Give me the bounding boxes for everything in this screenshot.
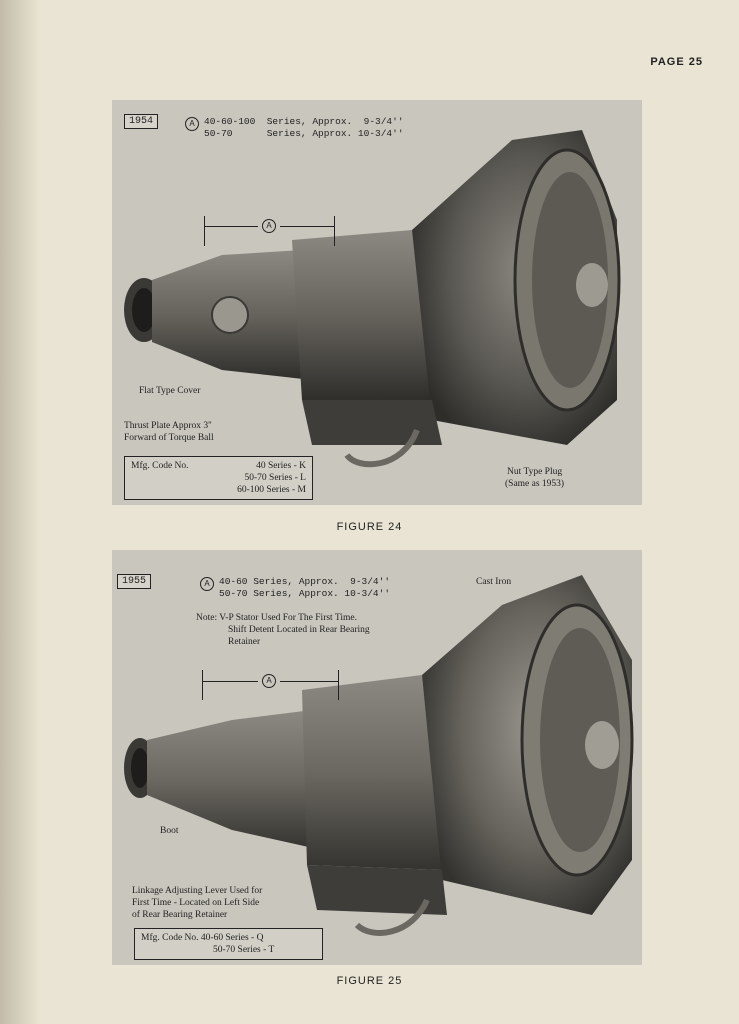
callout-flat-cover: Flat Type Cover — [139, 386, 201, 396]
mfg-value: 40 Series - K — [256, 461, 306, 471]
linkage-line-1: Linkage Adjusting Lever Used for — [132, 886, 263, 896]
mfg-code-box-1954 — [124, 456, 313, 500]
figure-24-caption: FIGURE 24 — [336, 521, 403, 533]
dimension-line-right — [280, 226, 334, 227]
callout-thrust-plate-1: Thrust Plate Approx 3'' — [124, 421, 212, 431]
dimension-line-left — [202, 681, 258, 682]
page-number: PAGE 25 — [650, 56, 703, 68]
dimension-tick-right — [338, 670, 339, 700]
year-tag-1955: 1955 — [117, 574, 151, 589]
year-tag-1954: 1954 — [124, 114, 158, 129]
dimension-tick-right — [334, 216, 335, 246]
page-binding-shadow — [0, 0, 40, 1024]
figure-25-photo — [112, 550, 642, 965]
mfg-code-box-1955 — [134, 928, 323, 960]
dimension-line-left — [204, 226, 258, 227]
callout-plug-2: (Same as 1953) — [505, 479, 565, 489]
note-line-1: Note: V-P Stator Used For The First Time. — [196, 613, 357, 623]
transmission-1954-illustration — [112, 100, 642, 505]
callout-thrust-plate-2: Forward of Torque Ball — [124, 433, 214, 443]
figure-25-caption: FIGURE 25 — [336, 975, 403, 987]
callout-plug-1: Nut Type Plug — [507, 467, 563, 477]
mfg-value: 50-70 Series - L — [244, 473, 306, 483]
dimension-marker-a: A — [200, 577, 214, 591]
mfg-value: 60-100 Series - M — [237, 485, 306, 495]
spec-line-1: 40-60 Series, Approx. 9-3/4'' — [219, 576, 391, 587]
note-line-2: Shift Detent Located in Rear Bearing — [228, 625, 370, 635]
dimension-line-right — [280, 681, 338, 682]
mfg-line-2: 50-70 Series - T — [213, 945, 275, 955]
callout-boot: Boot — [160, 826, 179, 836]
linkage-line-3: of Rear Bearing Retainer — [132, 910, 228, 920]
callout-cast-iron: Cast Iron — [476, 577, 512, 587]
linkage-line-2: First Time - Located on Left Side — [132, 898, 260, 908]
dimension-tick-left — [204, 216, 205, 246]
mfg-line-1: Mfg. Code No. 40-60 Series - Q — [141, 933, 264, 943]
mfg-label: Mfg. Code No. — [131, 461, 189, 471]
spec-line-2: 50-70 Series, Approx. 10-3/4'' — [204, 128, 404, 139]
dimension-marker-a-label: A — [262, 219, 276, 233]
dimension-marker-a: A — [185, 117, 199, 131]
note-line-3: Retainer — [228, 637, 261, 647]
mfg-row — [131, 460, 306, 472]
dimension-marker-a-label: A — [262, 674, 276, 688]
spec-line-1: 40-60-100 Series, Approx. 9-3/4'' — [204, 116, 404, 127]
dimension-tick-left — [202, 670, 203, 700]
spec-line-2: 50-70 Series, Approx. 10-3/4'' — [219, 588, 391, 599]
figure-24-photo — [112, 100, 642, 505]
